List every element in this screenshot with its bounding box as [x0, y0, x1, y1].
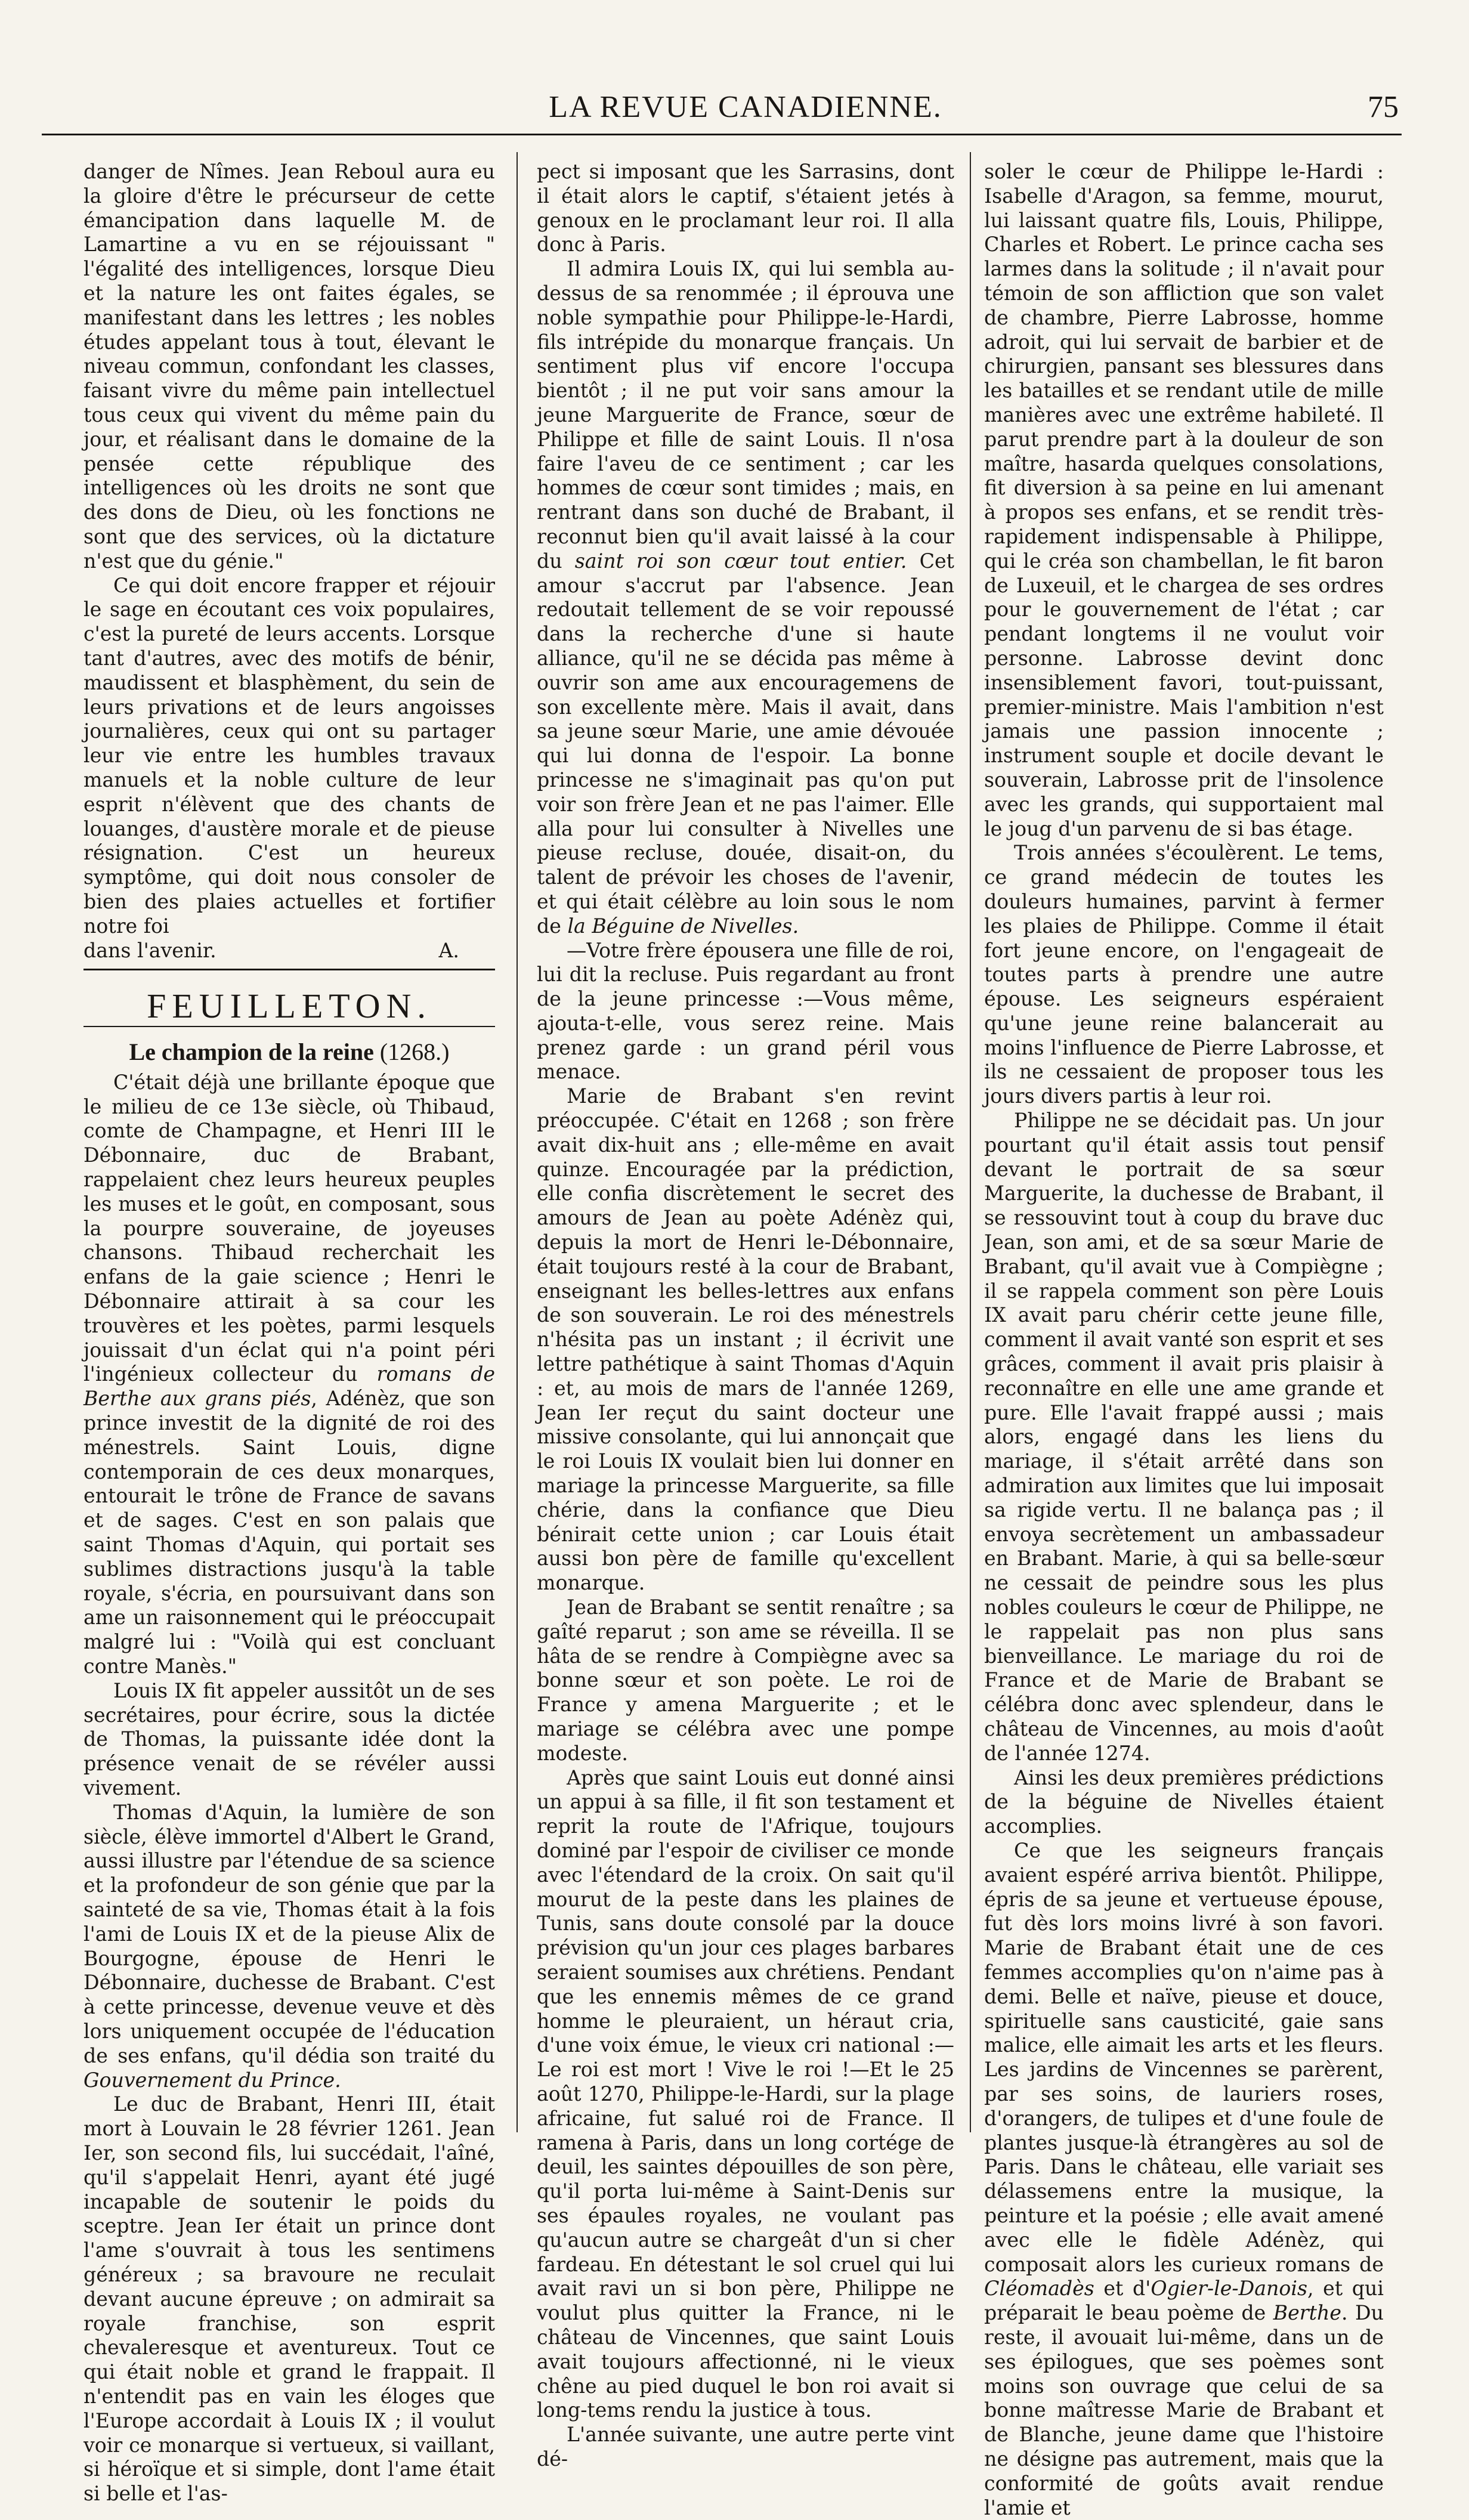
heading-rule — [83, 1026, 495, 1027]
column-divider — [517, 152, 518, 2132]
author-signature: A. — [438, 938, 459, 962]
story-title — [83, 1040, 495, 1065]
paragraph: pect si imposant que les Sarrasins, dont il était alors le captif, s'étaient jetés à genoux en le proclamant leur roi. Il alla donc à Paris. — [537, 160, 954, 256]
paragraph: C'était déjà une brillante époque que le milieu de ce 13e siècle, où Thibaud, comte de Champagne, et Henri III le Débonnaire, duc de Brabant, rappelaient chez leurs heureux peuples les muses et le goût, en composant, sous la pourpre souveraine, de joyeuses chansons. Thibaud recherchait les enfans de la gaie science ; Henri le Débonnaire attirait à sa cour les trouvères et les poètes, parmi lesquels jouissait d'un éclat qui n'a point péri l'ingénieux collecteur du romans de Berthe aux grans piés, Adénèz, que son prince investit de la dignité de roi des ménestrels. Saint Louis, digne contemporain de ces deux monarques, entourait le trône de France de savans et de sages. C'est en son palais que saint Thomas d'Aquin, qui portait ses sublimes distractions jusqu'à la table royale, s'écria, en poursuivant dans son ame un raisonnement qui le préoccupait malgré lui : "Voilà qui est concluant contre Manès." — [83, 1070, 495, 1678]
page-number: 75 — [1368, 90, 1399, 124]
paragraph: Il admira Louis IX, qui lui sembla au-dessus de sa renommée ; il éprouva une noble sympathie pour Philippe-le-Hardi, fils intrépide du monarque français. Un sentiment plus vif encore l'occupa bientôt ; il ne put voir sans amour la jeune Marguerite de France, sœur de Philippe et fille de saint Louis. Il n'osa faire l'aveu de ce sentiment ; car les hommes de cœur sont timides ; mais, en rentrant dans son duché de Brabant, il reconnut bien qu'il avait laissé à la cour du saint roi son cœur tout entier. Cet amour s'accrut par l'absence. Jean redoutait tellement de se voir repoussé dans la recherche d'une si haute alliance, qu'il ne se décida pas même à ouvrir son ame aux encouragemens de son excellente mère. Mais il avait, dans sa jeune sœur Marie, une amie dévouée qui lui donna de l'espoir. La bonne princesse ne s'imaginait pas qu'on put voir son frère Jean et ne pas l'aimer. Elle alla pour lui consulter à Nivelles une pieuse recluse, douée, disait-on, du talent de prévoir les choses de l'avenir, et qui était célèbre au loin sous le nom de la Béguine de Nivelles. — [537, 257, 955, 938]
section-divider — [83, 969, 495, 970]
paragraph-end: dans l'avenir. — [83, 938, 217, 962]
feuilleton-heading: FEUILLETON. — [147, 987, 432, 1026]
story-year: (1268.) — [379, 1038, 450, 1066]
story-title-text: Le champion de la reine — [129, 1038, 374, 1066]
paragraph: Jean de Brabant se sentit renaître ; sa gaîté reparut ; son ame se réveilla. Il se hâta de se rendre à Compiègne avec sa bonne sœur et son poète. Le roi de France y amena Marguerite ; et le mariage se célébra avec une pompe modeste. — [537, 1596, 954, 1765]
signature-line — [83, 939, 495, 963]
paragraph: Thomas d'Aquin, la lumière de son siècle, élève immortel d'Albert le Grand, aussi illustre par l'étendue de sa science et la profondeur de son génie que par la sainteté de sa vie, Thomas était à la fois l'ami de Louis IX et de la pieuse Alix de Bourgogne, épouse de Henri le Débonnaire, duchesse de Brabant. C'est à cette princesse, devenue veuve et dès lors uniquement occupée de l'éducation de ses enfans, qu'il dédia son traité du Gouvernement du Prince. — [83, 1800, 495, 2092]
paragraph: Trois années s'écoulèrent. Le tems, ce grand médecin de toutes les douleurs humaines, parvint à fermer les plaies de Philippe. Comme il était fort jeune encore, on l'engageait de toutes parts à prendre une autre épouse. Les seigneurs espéraient qu'une jeune reine balancerait au moins l'influence de Pierre Labrosse, et ils ne cessaient de proposer tous les jours divers partis à leur roi. — [984, 841, 1384, 1108]
paragraph: Philippe ne se décidait pas. Un jour pourtant qu'il était assis tout pensif devant le portrait de sa sœur Marguerite, la duchesse de Brabant, il se ressouvint tout à coup du brave duc Jean, son ami, et de sa sœur Marie de Brabant, qu'il avait vue à Compiègne ; il se rappela comment son père Louis IX avait paru chérir cette jeune fille, comment il avait vanté son esprit et ses grâces, comment il avait pris plaisir à reconnaître en elle une ame grande et pure. Elle l'avait frappé aussi ; mais alors, engagé dans les liens du mariage, il s'était arrêté dans son admiration aux limites que lui imposait sa rigide vertu. Il ne balança pas ; il envoya secrètement un ambassadeur en Brabant. Marie, à qui sa belle-sœur ne cessait de peindre sous les plus nobles couleurs le cœur de Philippe, ne le rappelait pas non plus sans bienveillance. Le mariage du roi de France et de Marie de Brabant se célébra donc avec splendeur, dans le château de Vincennes, au mois d'août de l'année 1274. — [984, 1109, 1384, 1765]
masthead: LA REVUE CANADIENNE. — [549, 90, 942, 124]
column-1 — [83, 160, 495, 2506]
column-divider — [970, 152, 971, 2132]
column-3 — [984, 160, 1384, 2520]
paragraph: —Votre frère épousera une fille de roi, lui dit la recluse. Puis regardant au front de la jeune princesse :—Vous même, ajouta-t-elle, vous serez reine. Mais prenez garde : un grand péril vous menace. — [537, 938, 954, 1084]
column-2 — [537, 160, 954, 2472]
paragraph: Louis IX fit appeler aussitôt un de ses secrétaires, pour écrire, sous la dictée de Thomas, la puissante idée dont la présence venait de se révéler aussi vivement. — [83, 1678, 495, 1799]
paragraph: Après que saint Louis eut donné ainsi un appui à sa fille, il fit son testament et reprit la route de l'Afrique, toujours dominé par l'espoir de civiliser ce monde avec l'étendard de la croix. On sait qu'il mourut de la peste dans les plaines de Tunis, sans doute consolé par la douce prévision qu'un jour ces plages barbares seraient soumises aux chrétiens. Pendant que les ennemis mêmes de ce grand homme le pleuraient, un héraut cria, d'une voix émue, le vieux cri national :—Le roi est mort ! Vive le roi !—Et le 25 août 1270, Philippe-le-Hardi, sur la plage africaine, fut salué roi de France. Il ramena à Paris, dans un long cortége de deuil, les saintes dépouilles de son père, qu'il porta lui-même à Saint-Denis sur ses épaules royales, ne voulant pas qu'aucun autre se chargeât d'un si cher fardeau. En détestant le sol cruel qui lui avait ravi un si bon père, Philippe ne voulut plus quitter la France, ni le château de Vincennes, que saint Louis avait toujours affectionné, ni le vieux chêne au pied duquel le bon roi avait si long-tems rendu la justice à tous. — [537, 1765, 954, 2422]
paragraph: Ce que les seigneurs français avaient espéré arriva bientôt. Philippe, épris de sa jeune et vertueuse épouse, fut dès lors moins livré à son favori. Marie de Brabant était une de ces femmes accomplies qu'on n'aime pas à demi. Belle et naïve, pieuse et douce, spirituelle sans causticité, gaie sans malice, elle aimait les arts et les fleurs. Les jardins de Vincennes se parèrent, par ses soins, de lauriers roses, d'orangers, de tulipes et d'une foule de plantes jusque-là étrangères au sol de Paris. Dans le château, elle variait ses délassemens entre la musique, la peinture et la poésie ; elle avait amené avec elle le fidèle Adénèz, qui composait alors les curieux romans de Cléomadès et d'Ogier-le-Danois, et qui préparait le beau poème de Berthe. Du reste, il avouait lui-même, dans un de ses épilogues, que ses poèmes sont moins son ouvrage que celui de sa bonne maîtresse Marie de Brabant et de Blanche, jeune dame que l'histoire ne désigne pas autrement, mais que la conformité de goûts avait rendue l'amie et — [984, 1838, 1384, 2519]
header-rule — [42, 134, 1402, 135]
paragraph: soler le cœur de Philippe le-Hardi : Isabelle d'Aragon, sa femme, mourut, lui laissant quatre fils, Louis, Philippe, Charles et Robert. Le prince cacha ses larmes dans la solitude ; il n'avait pour témoin de son affliction que son valet de chambre, Pierre Labrosse, homme adroit, qui lui servait de barbier et de chirurgien, pansant ses blessures dans les batailles et se rendant utile de mille manières avec une extrême habileté. Il parut prendre part à la douleur de son maître, hasarda quelques consolations, fit diversion à sa peine en lui amenant à propos ses enfans, et se rendit très-rapidement indispensable à Philippe, qui le créa son chambellan, le fit baron de Luxeuil, et le chargea de ses ordres pour le gouvernement de l'état ; car pendant longtems il ne voulut voir personne. Labrosse devint donc insensiblement favori, tout-puissant, premier-ministre. Mais l'ambition n'est jamais une passion innocente ; instrument souple et docile devant le souverain, Labrosse prit de l'insolence avec les grands, qui supportaient mal le joug d'un parvenu de si bas étage. — [984, 160, 1384, 840]
paragraph: Ainsi les deux premières prédictions de la béguine de Nivelles étaient accomplies. — [984, 1765, 1384, 1838]
paragraph: Ce qui doit encore frapper et réjouir le sage en écoutant ces voix populaires, c'est la pureté de leurs accents. Lorsque tant d'autres, avec des motifs de bénir, maudissent et blasphèment, du sein de leurs privations et de leurs angoisses journalières, ceux qui ont su partager leur vie entre les humbles travaux manuels et la noble culture de leur esprit n'élèvent que des chants de louanges, d'austère morale et de pieuse résignation. C'est un heureux symptôme, qui doit nous consoler de bien des plaies actuelles et fortifier notre foi — [83, 573, 495, 938]
paragraph: Le duc de Brabant, Henri III, était mort à Louvain le 28 février 1261. Jean Ier, son second fils, lui succédait, l'aîné, qu'il s'appelait Henri, ayant été jugé incapable de soutenir le poids du sceptre. Jean Ier était un prince dont l'ame s'ouvrait à tous les sentimens généreux ; sa bravoure ne reculait devant aucune épreuve ; on admirait sa royale franchise, son esprit chevaleresque et aventureux. Tout ce qui était noble et grand le frappait. Il n'entendit pas en vain les éloges que l'Europe accordait à Louis IX ; il voulut voir ce monarque si vertueux, si vaillant, si héroïque et si simple, dont l'ame était si belle et l'as- — [83, 2092, 495, 2506]
paragraph: L'année suivante, une autre perte vint dé- — [537, 2423, 954, 2470]
paragraph: danger de Nîmes. Jean Reboul aura eu la gloire d'être le précurseur de cette émancipation dans laquelle M. de Lamartine a vu en se réjouissant " l'égalité des intelligences, lorsque Dieu et la nature les ont faites égales, se manifestant dans les lettres ; les nobles études appelant tous à tout, élevant le niveau commun, confondant les classes, faisant vivre du même pain intellectuel tous ceux qui vivent du même pain du jour, et réalisant dans le domaine de la pensée cette république des intelligences où les droits ne sont que des dons de Dieu, où les fonctions ne sont que des services, où la dictature n'est que du génie." — [83, 160, 495, 573]
paragraph: Marie de Brabant s'en revint préoccupée. C'était en 1268 ; son frère avait dix-huit ans ; elle-même en avait quinze. Encouragée par la prédiction, elle confia discrètement le secret des amours de Jean au poète Adénèz qui, depuis la mort de Henri le-Débonnaire, était toujours resté à la cour de Brabant, enseignant les belles-lettres aux enfans de son souverain. Le roi des ménestrels n'hésita pas un instant ; il écrivit une lettre pathétique à saint Thomas d'Aquin : et, au mois de mars de l'année 1269, Jean Ier reçut du saint docteur une missive consolante, qui lui annonçait que le roi Louis IX voulait bien lui donner en mariage la princesse Marguerite, sa fille chérie, dans la confiance que Dieu bénirait cette union ; car Louis était aussi bon père de famille qu'excellent monarque. — [537, 1084, 954, 1595]
